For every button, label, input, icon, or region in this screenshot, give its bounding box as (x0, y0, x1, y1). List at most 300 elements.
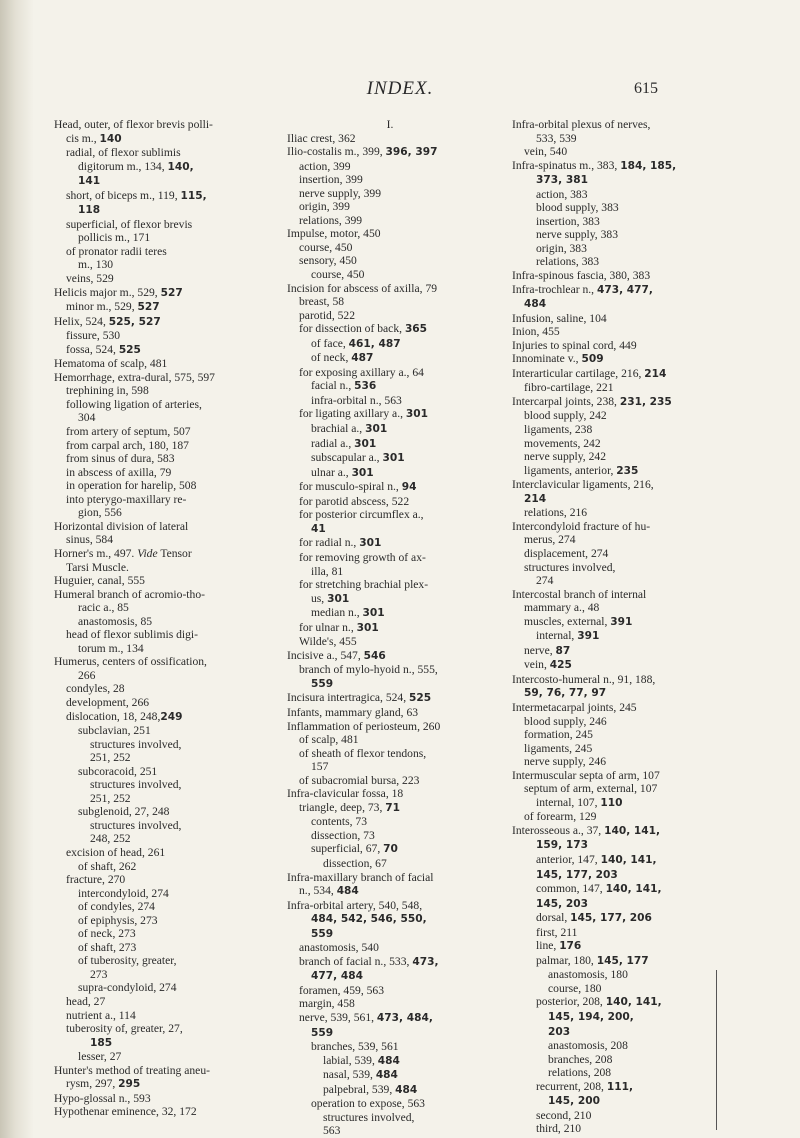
index-entry-line (512, 409, 720, 423)
entry-text: of subacromial bursa, 223 (299, 773, 420, 787)
index-entry-line (512, 574, 720, 588)
index-entry-line (512, 173, 720, 188)
entry-text: first, 211 (536, 925, 578, 939)
entry-text: displacement, 274 (524, 546, 609, 560)
index-entry-line (54, 146, 260, 160)
index-entry-line (287, 592, 493, 607)
entry-text: veins, 529 (66, 272, 114, 286)
index-entry-line (512, 312, 720, 326)
figure-reference: 115, (180, 189, 207, 202)
figure-reference: 249 (160, 710, 183, 723)
entry-text: structures involved, (323, 1110, 415, 1124)
index-entry-line (287, 254, 493, 268)
index-entry-line (54, 765, 260, 779)
index-entry-line (287, 927, 493, 942)
index-entry-line (512, 882, 720, 897)
index-entry-line (512, 1094, 720, 1109)
index-entry-line (287, 522, 493, 537)
entry-text: fracture, 270 (66, 873, 126, 887)
entry-text: ligaments, anterior, (524, 463, 617, 477)
index-entry-line (287, 295, 493, 309)
index-entry-line (512, 1109, 720, 1123)
entry-text: Innominate v., (512, 352, 582, 366)
index-entry-line (287, 606, 493, 621)
entry-text: in operation for harelip, 508 (66, 479, 197, 493)
index-entry-line (512, 742, 720, 756)
entry-text: common, 147, (536, 882, 606, 896)
index-entry-line (54, 805, 260, 819)
index-entry-line (512, 796, 720, 811)
index-entry-line (54, 174, 260, 189)
index-entry-line (512, 995, 720, 1010)
figure-reference: 145, 177, 206 (570, 912, 652, 925)
entry-text: blood supply, 242 (524, 409, 607, 423)
entry-text: Intercondyloid fracture of hu- (512, 519, 651, 533)
entry-text: nerve supply, 242 (524, 450, 606, 464)
index-entry-line (287, 1068, 493, 1083)
entry-text: subscapular a., (311, 451, 383, 465)
index-entry-line (287, 145, 493, 160)
index-entry-line (287, 663, 493, 677)
index-entry-line (287, 379, 493, 394)
figure-reference: 140, (167, 160, 194, 173)
book-spine-shadow (0, 0, 34, 1138)
index-entry-line (512, 911, 720, 926)
entry-text: gion, 556 (78, 506, 122, 520)
figure-reference: 110 (600, 796, 623, 809)
entry-text: into pterygo-maxillary re- (66, 492, 187, 506)
index-entry-line (54, 792, 260, 806)
entry-text: radial, of flexor sublimis (66, 146, 181, 160)
index-entry-line (512, 520, 720, 534)
entry-text: Infants, mammary gland, 63 (287, 705, 419, 719)
entry-text: movements, 242 (524, 436, 601, 450)
figure-reference: 484 (395, 1083, 418, 1096)
index-entry-line (512, 242, 720, 256)
entry-text: Incisura intertragica, 524, (287, 691, 410, 705)
entry-text: for musculo-spiral n., (299, 480, 402, 494)
entry-text: third, 210 (536, 1122, 582, 1136)
index-entry-line (287, 268, 493, 282)
entry-text: nerve supply, 383 (536, 228, 618, 242)
entry-text: for dissection of back, (299, 322, 405, 336)
index-entry-line (287, 480, 493, 495)
entry-text: 266 (78, 668, 96, 682)
entry-text: anastomosis, 540 (299, 941, 379, 955)
index-entry-line (54, 995, 260, 1009)
index-entry-line (54, 466, 260, 480)
index-entry-line (512, 188, 720, 202)
index-entry-line (287, 1111, 493, 1125)
figure-reference: 59, 76, 77, 97 (524, 687, 607, 700)
entry-text: blood supply, 383 (536, 201, 619, 215)
index-entry-line (287, 984, 493, 998)
entry-text: 251, 252 (90, 791, 131, 805)
index-entry-line (287, 282, 493, 296)
entry-text: facial n., (311, 379, 355, 393)
index-entry-line (512, 506, 720, 520)
entry-text: Tensor (157, 546, 192, 560)
figure-reference: 525 (409, 692, 432, 705)
entry-text: dislocation, 18, 248, (66, 709, 161, 723)
entry-text: superficial, of flexor brevis (66, 217, 193, 231)
index-entry-line (512, 897, 720, 912)
figure-reference: 527 (160, 286, 183, 299)
entry-text: of sheath of flexor tendons, (299, 746, 427, 760)
entry-text: of tuberosity, greater, (78, 954, 177, 968)
index-entry-line (287, 394, 493, 408)
figure-reference: 301 (362, 607, 385, 620)
entry-text: n., 534, (299, 884, 337, 898)
index-entry-line (54, 520, 260, 534)
entry-text: palpebral, 539, (323, 1082, 396, 1096)
entry-text: Intercostal branch of internal (512, 587, 647, 601)
index-entry-line (287, 214, 493, 228)
entry-text: radial a., (311, 436, 355, 450)
entry-text: sensory, 450 (299, 254, 357, 268)
index-entry-line (54, 329, 260, 343)
index-entry-line (287, 955, 493, 970)
index-entry-line (287, 1124, 493, 1138)
entry-text: structures involved, (90, 737, 182, 751)
index-entry-line (512, 601, 720, 615)
index-entry-line (287, 366, 493, 380)
entry-text: lesser, 27 (78, 1050, 122, 1064)
entry-text: Infra-orbital artery, 540, 548, (287, 898, 423, 912)
entry-text: branches, 539, 561 (311, 1040, 399, 1054)
figure-reference: 473, 484, (376, 1012, 433, 1024)
index-entry-line (54, 286, 260, 301)
entry-text: anastomosis, 85 (78, 614, 153, 628)
figure-reference: 425 (549, 659, 572, 672)
figure-reference: 145, 194, 200, (548, 1011, 634, 1023)
entry-text: branches, 208 (548, 1052, 613, 1066)
figure-reference: 145, 177, 203 (536, 868, 618, 881)
index-entry-line (287, 815, 493, 829)
entry-text: 533, 539 (536, 131, 577, 145)
entry-text: superficial, 67, (311, 842, 384, 856)
entry-text: structures involved, (524, 560, 616, 574)
index-entry-line (512, 395, 720, 410)
index-entry-line (512, 658, 720, 673)
figure-reference: 484 (524, 298, 547, 311)
index-entry-line (54, 682, 260, 696)
entry-text: infra-orbital n., 563 (311, 393, 402, 407)
index-entry-line (54, 1036, 260, 1051)
figure-reference: 295 (118, 1078, 141, 1091)
index-entry-line (54, 900, 260, 914)
index-entry-line (512, 954, 720, 969)
index-entry-line (54, 561, 260, 575)
index-entry-line (512, 159, 720, 174)
index-entry-line (54, 642, 260, 656)
figure-reference: 484 (377, 1054, 400, 1067)
figure-reference: 559 (311, 677, 334, 690)
entry-text: Hemorrhage, extra-dural, 575, 597 (54, 370, 215, 384)
figure-reference: 140 (99, 132, 122, 145)
index-entry-line (512, 437, 720, 451)
entry-text: Horizontal division of lateral (54, 519, 189, 533)
index-entry-line (287, 187, 493, 201)
figure-reference: 559 (311, 1026, 334, 1039)
entry-text: for removing growth of ax- (299, 550, 426, 564)
index-entry-line (287, 649, 493, 664)
index-entry-line (512, 1080, 720, 1095)
entry-text: action, 399 (299, 159, 351, 173)
figure-reference: 301 (351, 466, 374, 479)
figure-reference: 231, 235 (619, 395, 672, 408)
entry-text: of face, (311, 336, 349, 350)
entry-text: pollicis m., 171 (78, 231, 151, 245)
entry-text: vein, (524, 658, 550, 672)
index-entry-line (54, 189, 260, 204)
index-entry-line (54, 710, 260, 725)
figure-reference: 525, 527 (108, 315, 161, 328)
entry-text: operation to expose, 563 (311, 1097, 425, 1111)
index-entry-line (287, 1011, 493, 1026)
entry-text: from carpal arch, 180, 187 (66, 438, 189, 452)
entry-text: insertion, 383 (536, 214, 600, 228)
section-letter (287, 118, 493, 132)
index-entry-line (287, 132, 493, 146)
index-entry-line (287, 720, 493, 734)
entry-text: intercondyloid, 274 (78, 886, 169, 900)
index-entry-line (287, 774, 493, 788)
figure-reference: 140, 141, (605, 996, 662, 1009)
entry-text: merus, 274 (524, 533, 576, 547)
figure-reference: 184, 185, (620, 159, 677, 172)
figure-reference: 140, 141, (604, 824, 661, 837)
entry-text: following ligation of arteries, (66, 397, 202, 411)
index-entry-line (287, 508, 493, 522)
index-entry-line (287, 578, 493, 592)
index-entry-line (287, 495, 493, 509)
entry-text: contents, 73 (311, 815, 368, 829)
entry-text: Inion, 455 (512, 325, 560, 339)
figure-reference: 301 (327, 592, 350, 605)
index-entry-line (287, 422, 493, 437)
index-entry-line (512, 686, 720, 701)
index-entry-line (54, 533, 260, 547)
index-entry-line (54, 452, 260, 466)
entry-text: Vide (137, 546, 158, 560)
entry-text: 248, 252 (90, 832, 131, 846)
figure-reference: 87 (555, 644, 571, 657)
figure-reference: 536 (354, 380, 377, 393)
figure-reference: 214 (644, 367, 667, 380)
entry-text: in abscess of axilla, 79 (66, 465, 172, 479)
index-entry-line (54, 231, 260, 245)
index-entry-line (54, 1022, 260, 1036)
index-entry-line (54, 588, 260, 602)
index-entry-line (512, 339, 720, 353)
entry-text: line, (536, 939, 560, 953)
figure-reference: 484 (336, 885, 359, 898)
index-entry-line (512, 982, 720, 996)
entry-text: Incisive a., 547, (287, 648, 364, 662)
figure-reference: 70 (383, 843, 398, 856)
index-entry-line (54, 615, 260, 629)
entry-text: internal, (536, 629, 578, 643)
index-entry-line (512, 450, 720, 464)
entry-text: ligaments, 238 (524, 423, 593, 437)
entry-text: of shaft, 273 (78, 940, 137, 954)
entry-text: of scalp, 481 (299, 733, 359, 747)
index-entry-line (54, 160, 260, 175)
index-entry-line (287, 466, 493, 481)
index-entry-line (54, 696, 260, 710)
index-entry-line (54, 860, 260, 874)
entry-text: dissection, 67 (323, 856, 387, 870)
index-entry-line (287, 160, 493, 174)
index-entry-line (54, 258, 260, 272)
index-entry-line (54, 132, 260, 147)
entry-text: origin, 383 (536, 241, 587, 255)
figure-reference: 391 (610, 615, 633, 628)
index-entry-line (287, 871, 493, 885)
index-entry-line (54, 315, 260, 330)
index-entry-line (512, 561, 720, 575)
index-entry-line (54, 1105, 260, 1119)
index-entry-line (512, 939, 720, 954)
index-entry-line (512, 269, 720, 283)
entry-text: trephining in, 598 (66, 384, 149, 398)
index-entry-line (54, 873, 260, 887)
figure-reference: 176 (559, 940, 582, 953)
index-entry-line (54, 425, 260, 439)
figure-reference: 473, 477, (596, 283, 653, 296)
entry-text: anastomosis, 208 (548, 1039, 628, 1053)
entry-text: structures involved, (90, 778, 182, 792)
entry-text: Interarticular cartilage, 216, (512, 366, 645, 380)
entry-text: nerve, 539, 561, (299, 1011, 377, 1024)
index-entry-line (512, 782, 720, 796)
index-entry-line (287, 437, 493, 452)
entry-text: nerve supply, 246 (524, 755, 606, 769)
entry-text: Infra-spinous fascia, 380, 383 (512, 269, 651, 283)
entry-text: Huguier, canal, 555 (54, 574, 145, 588)
index-entry-line (54, 846, 260, 860)
figure-reference: 559 (311, 927, 334, 940)
index-entry-line (512, 629, 720, 644)
index-entry-line (54, 1077, 260, 1092)
index-entry-line (512, 145, 720, 159)
index-entry-line (54, 914, 260, 928)
index-entry-line (54, 203, 260, 218)
index-entry-line (54, 832, 260, 846)
entry-text: illa, 81 (311, 564, 344, 578)
entry-text: Helix, 524, (54, 314, 109, 328)
figure-reference: 365 (404, 323, 428, 336)
entry-text: sinus, 584 (66, 533, 114, 547)
figure-reference: 461, 487 (348, 337, 401, 350)
figure-reference: 301 (365, 423, 388, 436)
index-entry-line (512, 423, 720, 437)
figure-reference: 111, (606, 1080, 633, 1093)
entry-text: of condyles, 274 (78, 900, 155, 914)
index-entry-line (512, 673, 720, 687)
index-entry-line (512, 547, 720, 561)
entry-text: for ulnar n., (299, 620, 357, 634)
figure-reference: 214 (524, 492, 547, 505)
entry-text: Hypo-glossal n., 593 (54, 1091, 151, 1105)
entry-text: muscles, external, (524, 614, 611, 628)
index-entry-line (512, 588, 720, 602)
index-entry-line (54, 628, 260, 642)
page-title: INDEX. (366, 78, 434, 99)
entry-text: parotid, 522 (299, 308, 356, 322)
index-entry-line (54, 1050, 260, 1064)
entry-text: brachial a., (311, 422, 366, 436)
index-entry-line (54, 887, 260, 901)
index-entry-line (54, 1009, 260, 1023)
figure-reference: 41 (311, 522, 326, 535)
entry-text: branch of facial n., 533, (299, 954, 413, 968)
entry-text: Inflammation of periosteum, 260 (287, 719, 441, 733)
entry-text: Incision for abscess of axilla, 79 (287, 281, 438, 295)
entry-text: short, of biceps m., 119, (66, 188, 181, 202)
entry-text: for stretching brachial plex- (299, 578, 429, 592)
index-entry-line (54, 981, 260, 995)
entry-text: anterior, 147, (536, 852, 601, 866)
index-entry-line (512, 297, 720, 312)
entry-text: of neck, 273 (78, 927, 136, 941)
entry-text: of epiphysis, 273 (78, 913, 158, 927)
page-number: 615 (634, 80, 658, 97)
index-entry-line (512, 381, 720, 395)
index-entry-line (54, 343, 260, 358)
entry-text: 304 (78, 411, 96, 425)
figure-reference: 484 (375, 1069, 398, 1082)
entry-text: ligaments, 245 (524, 741, 593, 755)
entry-text: m., 130 (78, 258, 114, 272)
entry-text: breast, 58 (299, 295, 345, 309)
entry-text: Ilio-costalis m., 399, (287, 145, 386, 159)
index-entry-line (54, 300, 260, 315)
index-entry-line (512, 1066, 720, 1080)
entry-text: 273 (90, 967, 108, 981)
figure-reference: 509 (581, 353, 604, 366)
entry-text: from sinus of dura, 583 (66, 452, 175, 466)
index-entry-line (287, 1097, 493, 1111)
entry-text: relations, 399 (299, 213, 363, 227)
index-entry-line (512, 118, 720, 132)
entry-text: relations, 216 (524, 506, 588, 520)
index-entry-line (287, 677, 493, 692)
index-entry-line (287, 635, 493, 649)
entry-text: relations, 383 (536, 255, 600, 269)
entry-text: head of flexor sublimis digi- (66, 628, 199, 642)
entry-text: Humeral branch of acromio-tho- (54, 587, 205, 601)
entry-text: fissure, 530 (66, 329, 121, 343)
entry-text: for posterior circumflex a., (299, 508, 424, 522)
index-entry-line (54, 927, 260, 941)
entry-text: Hypothenar eminence, 32, 172 (54, 1105, 197, 1119)
index-entry-line (54, 941, 260, 955)
index-entry-line (287, 322, 493, 337)
index-entry-line (512, 228, 720, 242)
entry-text: vein, 540 (524, 145, 568, 159)
index-entry-line (54, 778, 260, 792)
entry-text: digitorum m., 134, (78, 159, 168, 173)
index-entry-line (54, 371, 260, 385)
figure-reference: 484, 542, 546, 550, (311, 913, 427, 926)
index-entry-line (512, 215, 720, 229)
entry-text: dorsal, (536, 911, 571, 925)
index-entry-line (54, 601, 260, 615)
entry-text: palmar, 180, (536, 953, 597, 967)
entry-text: for parotid abscess, 522 (299, 494, 410, 508)
